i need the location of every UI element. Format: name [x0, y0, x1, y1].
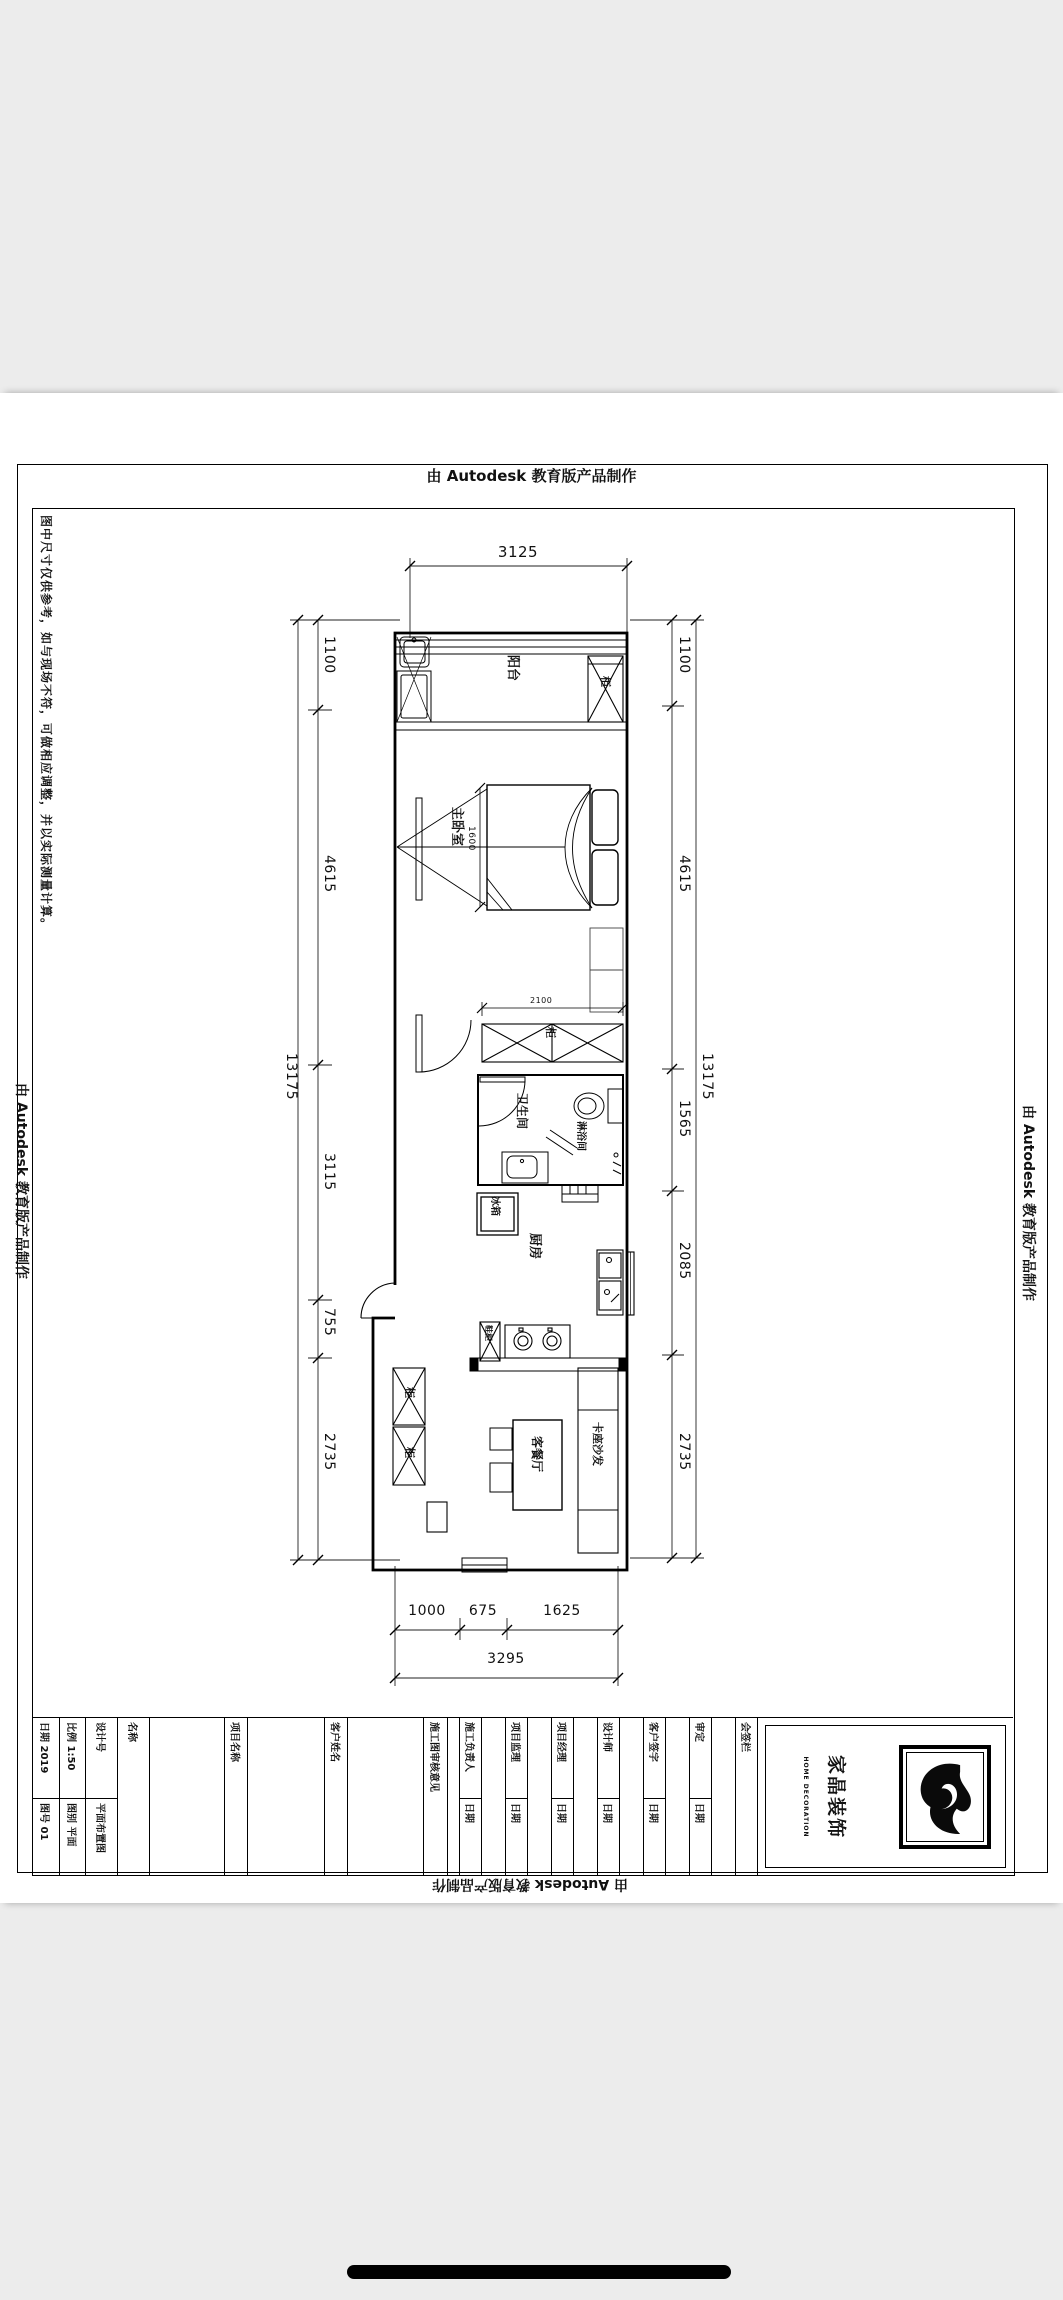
autodesk-stamp-bottom: 由 Autodesk 教育版产品制作 [431, 1876, 629, 1892]
fixture-label-sofa: 卡座沙发 [591, 1422, 604, 1466]
dim-left-4: 755 [321, 1308, 337, 1337]
dim-right-2: 4615 [676, 855, 692, 893]
dim-right-1: 1100 [676, 636, 692, 674]
tb-foreman: 施工负责人 [463, 1722, 474, 1772]
company-name: 家晶装饰 [825, 1754, 847, 1839]
dim-wardrobe: 2100 [530, 996, 553, 1005]
company-logo-frame [765, 1725, 1006, 1868]
tb-col-blank-6 [666, 1718, 690, 1875]
dim-right-4: 2085 [676, 1242, 692, 1280]
tb-col-blank-2 [482, 1718, 506, 1875]
tb-project-name: 项目名称 [228, 1722, 240, 1762]
tb-col-manager [552, 1718, 574, 1875]
cabinet-label-living-1: 柜 [403, 1387, 416, 1398]
tb-col-review [424, 1718, 448, 1875]
tb-col-project-value [248, 1718, 325, 1875]
dim-left-5: 2735 [321, 1433, 337, 1471]
fixture-label-fridge: 冰箱 [489, 1196, 500, 1216]
autodesk-stamp-right: 由 Autodesk 教育版产品制作 [1020, 1105, 1036, 1302]
tb-col-blank-7 [712, 1718, 736, 1875]
dim-bed: 1600 [466, 826, 476, 851]
dim-right-5: 2735 [676, 1433, 692, 1471]
cabinet-label-living-2: 柜 [403, 1447, 416, 1458]
dim-left-2: 4615 [321, 855, 337, 893]
dim-left-1: 1100 [321, 636, 337, 674]
dim-left-3: 3115 [321, 1153, 337, 1191]
tb-supervisor-date: 日期 [509, 1803, 520, 1823]
tb-designer-date: 日期 [601, 1803, 612, 1823]
drawing-sheet [0, 393, 1063, 1903]
room-label-bathroom: 卫生间 [515, 1093, 529, 1130]
cabinet-label-balcony: 柜 [599, 676, 612, 687]
tb-col-client-value [348, 1718, 424, 1875]
fixture-label-shoe-cabinet: 鞋柜 [484, 1325, 493, 1341]
home-indicator[interactable] [347, 2265, 731, 2279]
tb-col-scale [60, 1718, 86, 1875]
dim-bottom-3: 1625 [543, 1603, 581, 1619]
tb-col-countersign [736, 1718, 758, 1875]
tb-approve-date: 日期 [693, 1803, 704, 1823]
tb-client-sign: 客户签字 [647, 1722, 658, 1762]
tb-col-client [325, 1718, 348, 1875]
room-label-shower: 淋浴间 [575, 1121, 586, 1151]
tb-sheet-title: 平面布置图 [94, 1803, 105, 1853]
company-logo-box [758, 1718, 1013, 1875]
tb-col-design-no [86, 1718, 118, 1875]
tb-col-date [32, 1718, 60, 1875]
tb-col-supervisor [506, 1718, 528, 1875]
dim-bottom-2: 675 [468, 1603, 498, 1619]
autodesk-stamp-left: 由 Autodesk 教育版产品制作 [13, 1083, 29, 1280]
tb-review-opinion: 施工图审核意见 [428, 1722, 439, 1792]
dim-bottom-1: 1000 [408, 1603, 446, 1619]
company-caption: HOME DECORATION [802, 1755, 809, 1838]
tb-col-blank-3 [528, 1718, 552, 1875]
dim-left-total: 13175 [283, 1053, 299, 1101]
tb-col-blank-4 [574, 1718, 598, 1875]
room-label-living: 客餐厅 [530, 1436, 544, 1473]
tb-client-sign-date: 日期 [647, 1803, 658, 1823]
dim-bottom-total: 3295 [487, 1651, 525, 1667]
floor-plan-drawing [270, 520, 720, 1700]
room-label-balcony: 阳台 [505, 655, 520, 682]
tb-col-client-sign [644, 1718, 666, 1875]
tb-foreman-date: 日期 [463, 1803, 474, 1823]
tb-countersign: 会签栏 [739, 1722, 750, 1752]
tb-col-designer [598, 1718, 620, 1875]
dim-right-total: 13175 [699, 1053, 715, 1101]
tb-manager: 项目经理 [555, 1722, 566, 1762]
tb-col-name-value [150, 1718, 225, 1875]
autodesk-stamp-top: 由 Autodesk 教育版产品制作 [426, 467, 637, 485]
title-block [32, 1717, 1013, 1875]
disclaimer-note: 图中尺寸仅供参考，如与现场不符，可做相应调整，并以实际测量计算。 [39, 515, 53, 932]
dim-top: 3125 [497, 543, 539, 561]
cabinet-label-wardrobe: 柜 [544, 1027, 557, 1038]
tb-approve: 审定 [693, 1722, 704, 1742]
tb-col-blank-1 [448, 1718, 460, 1875]
room-label-kitchen: 厨房 [527, 1233, 542, 1260]
tb-col-blank-5 [620, 1718, 644, 1875]
company-emblem-icon [899, 1745, 991, 1849]
dim-right-3: 1565 [676, 1100, 692, 1138]
room-label-bedroom: 主卧室 [449, 807, 464, 847]
tb-col-approve [690, 1718, 712, 1875]
tb-col-project [225, 1718, 248, 1875]
tb-col-name [118, 1718, 150, 1875]
tb-supervisor: 项目监理 [509, 1722, 520, 1762]
tb-drawing-no: 图号 01 [38, 1803, 49, 1841]
tb-date: 日期 2019 [38, 1722, 49, 1774]
tb-designer: 设计师 [601, 1722, 612, 1752]
tb-name: 名称 [126, 1722, 137, 1742]
tb-design-no: 设计号 [94, 1722, 105, 1752]
tb-drawing-type: 图别 平面 [65, 1803, 76, 1847]
tb-col-foreman [460, 1718, 482, 1875]
tb-client-name: 客户姓名 [328, 1722, 340, 1762]
tb-manager-date: 日期 [555, 1803, 566, 1823]
tb-scale: 比例 1:50 [65, 1722, 76, 1771]
